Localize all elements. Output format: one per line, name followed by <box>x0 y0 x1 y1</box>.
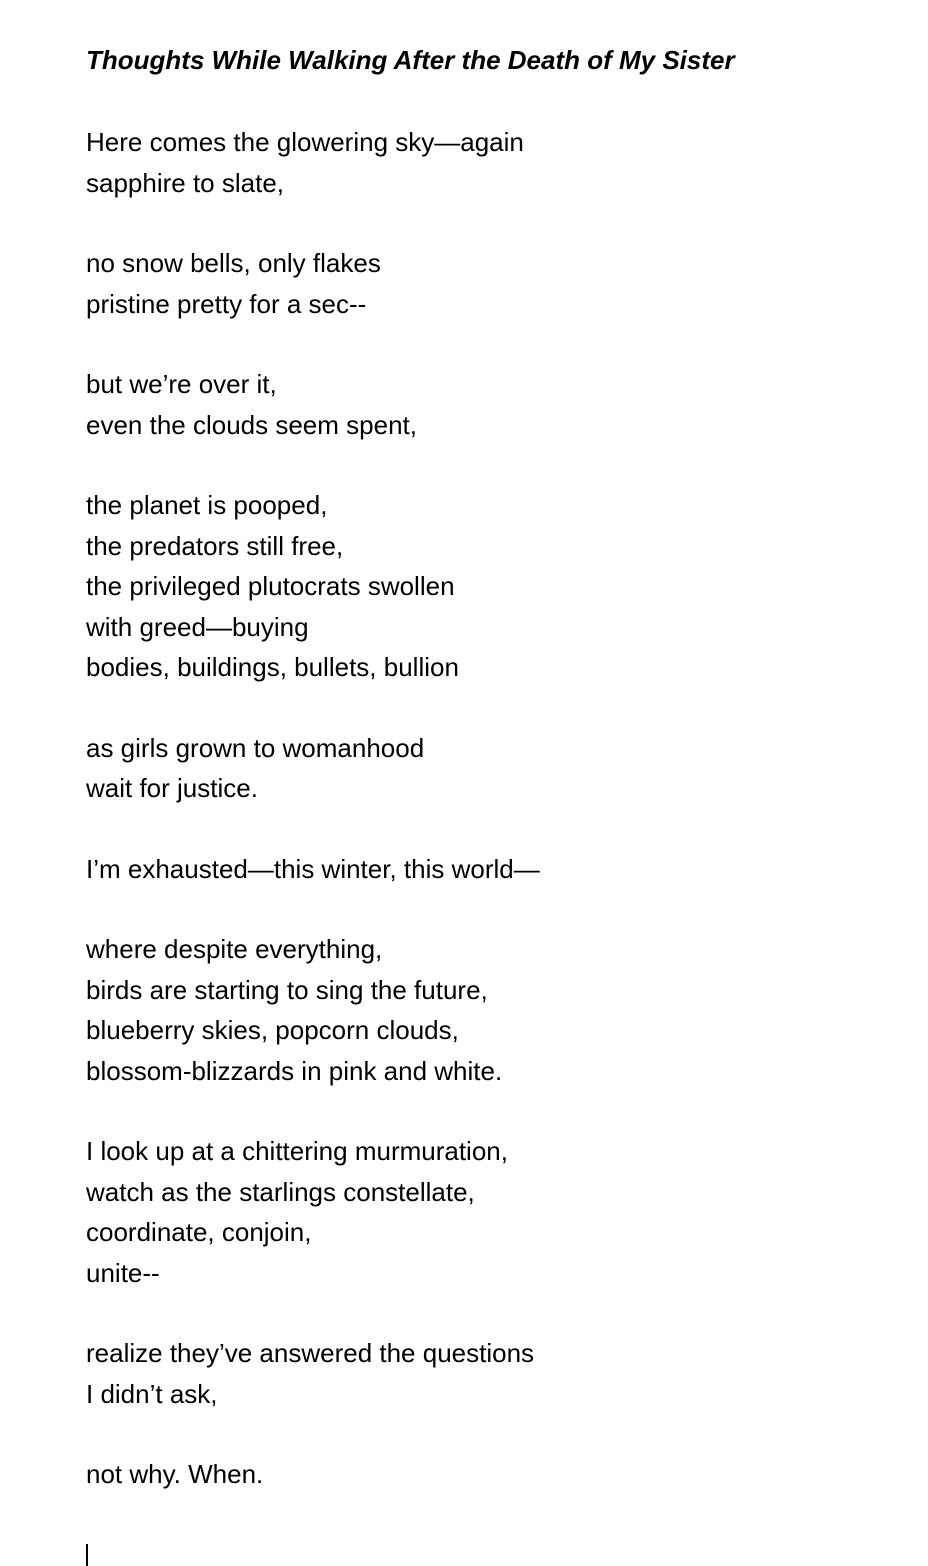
text-cursor <box>86 1544 88 1566</box>
poem-line: but we’re over it, <box>86 369 277 399</box>
poem-line: the privileged plutocrats swollen <box>86 571 455 601</box>
poem-line: even the clouds seem spent, <box>86 409 417 440</box>
poem-line: pristine pretty for a sec-- <box>86 288 367 319</box>
poem-line: Here comes the glowering sky—again <box>86 127 524 157</box>
poem-line: wait for justice. <box>86 773 258 803</box>
poem-line: unite-- <box>86 1257 160 1288</box>
stanza-9 <box>86 1333 906 1414</box>
poem-line: blueberry skies, popcorn clouds, <box>86 1015 459 1045</box>
stanza-2 <box>86 243 906 324</box>
poem-line: as girls grown to womanhood <box>86 732 425 763</box>
poem-line: with greed—buying <box>86 611 309 642</box>
poem-line: the predators still free, <box>86 530 344 561</box>
stanza-7 <box>86 929 906 1091</box>
document-page[interactable] <box>86 40 906 1535</box>
poem-line: sapphire to slate, <box>86 167 285 198</box>
poem-line: where despite everything, <box>86 934 383 964</box>
poem-title: Thoughts While Walking After the Death of My Sister <box>86 45 735 75</box>
poem-line: birds are starting to sing the future, <box>86 974 488 1005</box>
stanza-4 <box>86 485 906 688</box>
poem-line: realize they’ve answered the questions <box>86 1338 535 1368</box>
stanza-1 <box>86 122 906 203</box>
stanza-3 <box>86 364 906 445</box>
poem-line: coordinate, conjoin, <box>86 1217 312 1247</box>
poem-line: blossom-blizzards in pink and white. <box>86 1055 503 1086</box>
poem-line: I’m exhausted—this winter, this world— <box>86 853 540 884</box>
stanza-6 <box>86 849 906 890</box>
poem-line: I didn’t ask, <box>86 1378 218 1409</box>
poem-line: the planet is pooped, <box>86 490 328 520</box>
poem-line: bodies, buildings, bullets, bullion <box>86 652 459 682</box>
poem-line: no snow bells, only flakes <box>86 248 381 278</box>
poem-line: not why. When. <box>86 1459 264 1489</box>
stanza-5 <box>86 728 906 809</box>
stanza-10 <box>86 1454 906 1495</box>
stanza-8 <box>86 1131 906 1293</box>
poem-line: I look up at a chittering murmuration, <box>86 1136 508 1166</box>
poem-line: watch as the starlings constellate, <box>86 1176 475 1207</box>
